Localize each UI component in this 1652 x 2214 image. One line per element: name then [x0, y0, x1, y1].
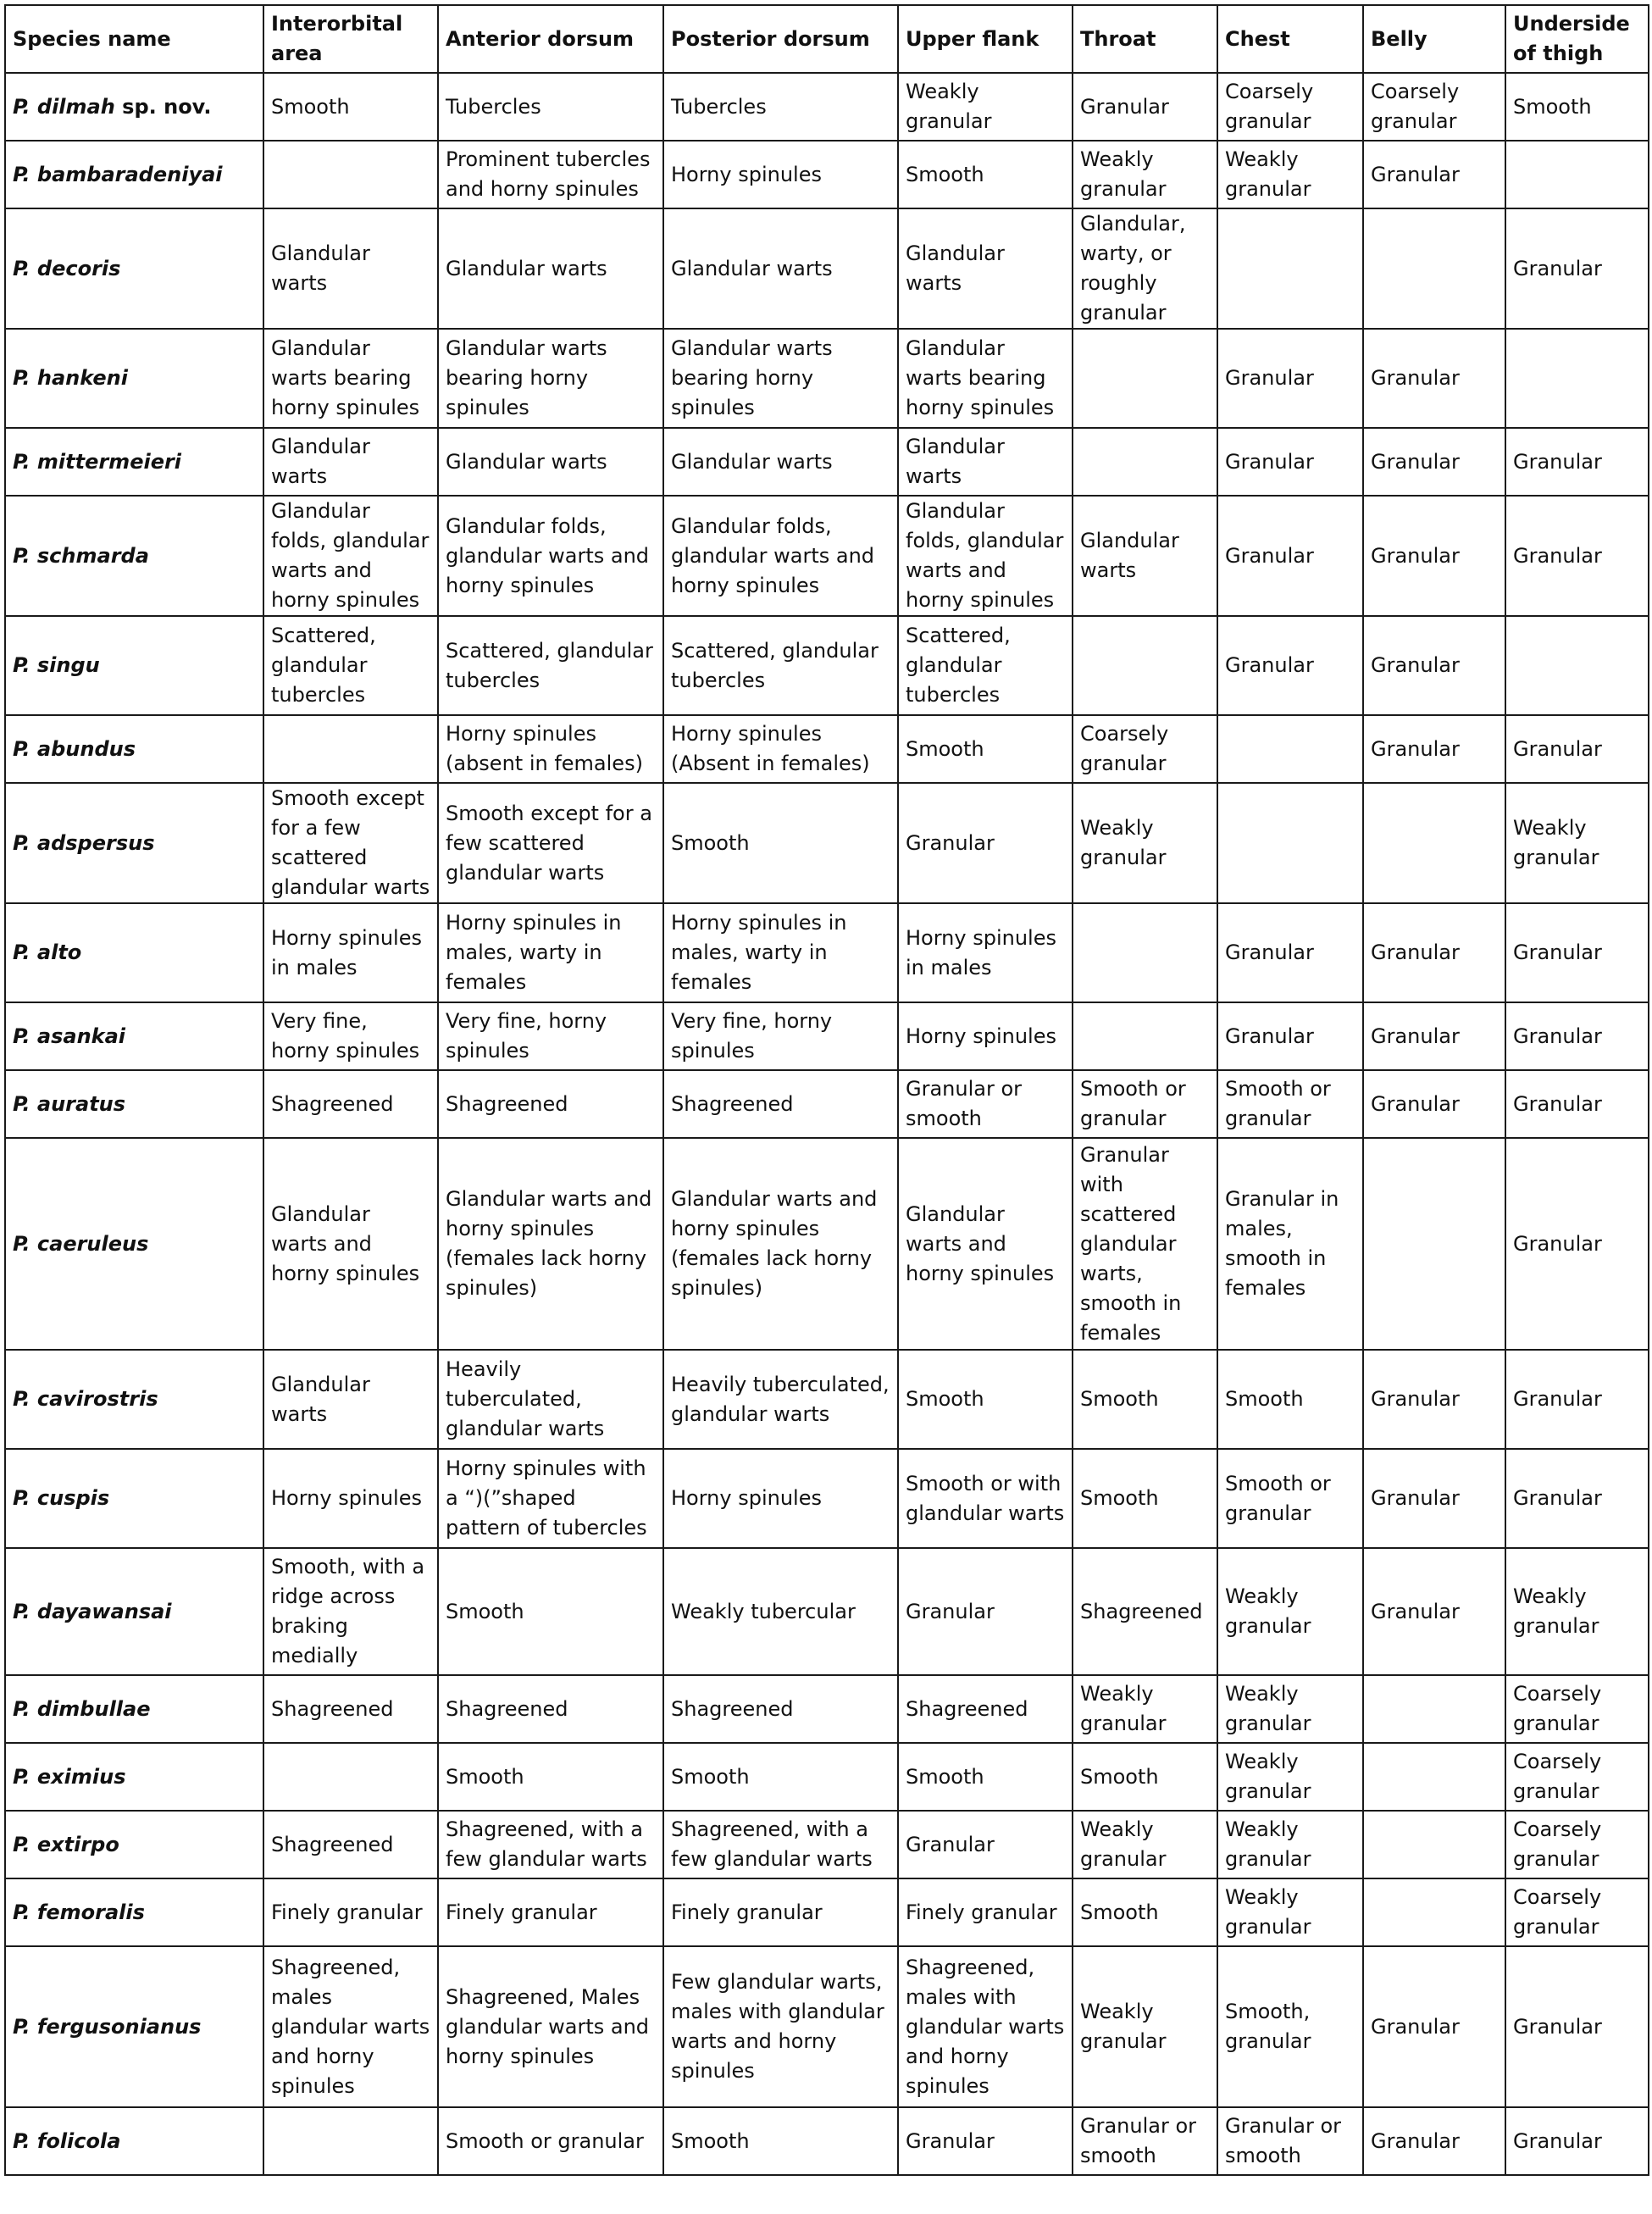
upper-flank-cell: Shagreened, males with glandular warts and horny spinules	[898, 1946, 1073, 2107]
header-upper-flank: Upper flank	[898, 5, 1073, 73]
anterior-dorsum-cell: Glandular folds, glandular warts and horny spinules	[438, 496, 663, 616]
chest-cell: Weakly granular	[1217, 1811, 1363, 1878]
anterior-dorsum-cell: Heavily tuberculated, glandular warts	[438, 1350, 663, 1449]
table-row	[5, 783, 1649, 903]
chest-cell: Smooth, granular	[1217, 1946, 1363, 2107]
genus-abbrev: P.	[13, 162, 30, 186]
interorbital-cell: Glandular warts	[263, 428, 438, 496]
species-epithet: extirpo	[36, 1832, 119, 1856]
chest-cell: Granular in males, smooth in females	[1217, 1138, 1363, 1350]
species-epithet: cuspis	[36, 1486, 110, 1510]
species-name-cell	[5, 783, 263, 903]
throat-cell: Coarsely granular	[1073, 715, 1217, 783]
throat-cell: Smooth	[1073, 1350, 1217, 1449]
species-name-cell	[5, 1070, 263, 1138]
belly-cell: Granular	[1363, 1449, 1505, 1548]
upper-flank-cell: Finely granular	[898, 1878, 1073, 1946]
underside-thigh-cell: Granular	[1505, 2107, 1649, 2175]
genus-abbrev: P.	[13, 736, 30, 761]
chest-cell: Weakly granular	[1217, 141, 1363, 208]
posterior-dorsum-cell: Glandular warts bearing horny spinules	[663, 329, 898, 428]
underside-thigh-cell: Granular	[1505, 1350, 1649, 1449]
species-name-cell	[5, 1449, 263, 1548]
species-name-cell	[5, 329, 263, 428]
header-chest: Chest	[1217, 5, 1363, 73]
anterior-dorsum-cell: Horny spinules with a “)(”shaped pattern of tubercles	[438, 1449, 663, 1548]
belly-cell	[1363, 1811, 1505, 1878]
species-epithet: bambaradeniyai	[36, 162, 223, 186]
genus-abbrev: P.	[13, 830, 30, 855]
underside-thigh-cell: Granular	[1505, 1138, 1649, 1350]
chest-cell: Granular	[1217, 1002, 1363, 1070]
anterior-dorsum-cell: Smooth	[438, 1743, 663, 1811]
interorbital-cell: Smooth	[263, 73, 438, 141]
upper-flank-cell: Glandular warts	[898, 428, 1073, 496]
throat-cell: Weakly granular	[1073, 1946, 1217, 2107]
belly-cell: Granular	[1363, 616, 1505, 715]
species-epithet: caeruleus	[36, 1231, 149, 1256]
table-row	[5, 903, 1649, 1002]
interorbital-cell: Glandular warts	[263, 1350, 438, 1449]
table-row	[5, 715, 1649, 783]
species-name-cell	[5, 616, 263, 715]
species-epithet: eximius	[36, 1764, 126, 1789]
anterior-dorsum-cell: Horny spinules in males, warty in females	[438, 903, 663, 1002]
species-epithet: dimbullae	[36, 1696, 151, 1721]
belly-cell: Granular	[1363, 903, 1505, 1002]
header-throat: Throat	[1073, 5, 1217, 73]
interorbital-cell: Glandular folds, glandular warts and horny spinules	[263, 496, 438, 616]
species-name-cell	[5, 1675, 263, 1743]
header-belly: Belly	[1363, 5, 1505, 73]
chest-cell: Smooth or granular	[1217, 1449, 1363, 1548]
posterior-dorsum-cell: Glandular folds, glandular warts and horny spinules	[663, 496, 898, 616]
upper-flank-cell: Smooth	[898, 1743, 1073, 1811]
species-epithet: cavirostris	[36, 1387, 158, 1411]
upper-flank-cell: Granular	[898, 783, 1073, 903]
throat-cell: Smooth or granular	[1073, 1070, 1217, 1138]
underside-thigh-cell	[1505, 616, 1649, 715]
chest-cell: Smooth or granular	[1217, 1070, 1363, 1138]
upper-flank-cell: Scattered, glandular tubercles	[898, 616, 1073, 715]
throat-cell: Weakly granular	[1073, 783, 1217, 903]
underside-thigh-cell: Coarsely granular	[1505, 1878, 1649, 1946]
anterior-dorsum-cell: Smooth	[438, 1548, 663, 1675]
table-row	[5, 1138, 1649, 1350]
upper-flank-cell: Granular	[898, 1811, 1073, 1878]
species-name-cell	[5, 715, 263, 783]
posterior-dorsum-cell: Scattered, glandular tubercles	[663, 616, 898, 715]
chest-cell: Granular	[1217, 428, 1363, 496]
species-name-cell	[5, 73, 263, 141]
interorbital-cell	[263, 1743, 438, 1811]
table-row	[5, 496, 1649, 616]
throat-cell: Weakly granular	[1073, 141, 1217, 208]
header-anterior-dorsum: Anterior dorsum	[438, 5, 663, 73]
upper-flank-cell: Granular	[898, 1548, 1073, 1675]
anterior-dorsum-cell: Smooth or granular	[438, 2107, 663, 2175]
belly-cell	[1363, 1743, 1505, 1811]
upper-flank-cell: Shagreened	[898, 1675, 1073, 1743]
underside-thigh-cell: Granular	[1505, 715, 1649, 783]
species-name-cell	[5, 141, 263, 208]
underside-thigh-cell: Granular	[1505, 496, 1649, 616]
interorbital-cell: Glandular warts and horny spinules	[263, 1138, 438, 1350]
underside-thigh-cell: Granular	[1505, 1070, 1649, 1138]
interorbital-cell: Horny spinules	[263, 1449, 438, 1548]
belly-cell: Granular	[1363, 141, 1505, 208]
chest-cell	[1217, 208, 1363, 329]
chest-cell: Coarsely granular	[1217, 73, 1363, 141]
anterior-dorsum-cell: Scattered, glandular tubercles	[438, 616, 663, 715]
species-suffix: sp. nov.	[114, 94, 212, 119]
table-row	[5, 73, 1649, 141]
belly-cell: Granular	[1363, 1070, 1505, 1138]
underside-thigh-cell: Coarsely granular	[1505, 1743, 1649, 1811]
species-name-cell	[5, 428, 263, 496]
genus-abbrev: P.	[13, 1024, 30, 1048]
throat-cell	[1073, 616, 1217, 715]
genus-abbrev: P.	[13, 1231, 30, 1256]
interorbital-cell: Smooth, with a ridge across braking medially	[263, 1548, 438, 1675]
species-name-cell	[5, 1548, 263, 1675]
genus-abbrev: P.	[13, 1486, 30, 1510]
species-comparison-table	[4, 4, 1649, 2176]
chest-cell: Weakly granular	[1217, 1878, 1363, 1946]
header-species-name: Species name	[5, 5, 263, 73]
genus-abbrev: P.	[13, 1599, 30, 1623]
belly-cell: Coarsely granular	[1363, 73, 1505, 141]
chest-cell: Granular	[1217, 329, 1363, 428]
genus-abbrev: P.	[13, 1696, 30, 1721]
anterior-dorsum-cell: Glandular warts	[438, 428, 663, 496]
upper-flank-cell: Glandular warts	[898, 208, 1073, 329]
table-body	[5, 73, 1649, 2175]
species-epithet: folicola	[36, 2128, 121, 2153]
posterior-dorsum-cell: Shagreened	[663, 1070, 898, 1138]
underside-thigh-cell: Granular	[1505, 1002, 1649, 1070]
chest-cell: Granular or smooth	[1217, 2107, 1363, 2175]
posterior-dorsum-cell: Tubercles	[663, 73, 898, 141]
posterior-dorsum-cell: Shagreened	[663, 1675, 898, 1743]
throat-cell: Weakly granular	[1073, 1811, 1217, 1878]
upper-flank-cell: Granular or smooth	[898, 1070, 1073, 1138]
table-row	[5, 1675, 1649, 1743]
belly-cell: Granular	[1363, 329, 1505, 428]
underside-thigh-cell: Granular	[1505, 903, 1649, 1002]
anterior-dorsum-cell: Horny spinules (absent in females)	[438, 715, 663, 783]
belly-cell: Granular	[1363, 1548, 1505, 1675]
genus-abbrev: P.	[13, 1900, 30, 1924]
underside-thigh-cell	[1505, 329, 1649, 428]
species-epithet: adspersus	[36, 830, 155, 855]
interorbital-cell	[263, 2107, 438, 2175]
belly-cell: Granular	[1363, 1350, 1505, 1449]
posterior-dorsum-cell: Glandular warts	[663, 428, 898, 496]
posterior-dorsum-cell: Horny spinules (Absent in females)	[663, 715, 898, 783]
genus-abbrev: P.	[13, 653, 30, 677]
species-name-cell	[5, 903, 263, 1002]
belly-cell	[1363, 208, 1505, 329]
throat-cell: Shagreened	[1073, 1548, 1217, 1675]
genus-abbrev: P.	[13, 1764, 30, 1789]
belly-cell: Granular	[1363, 1002, 1505, 1070]
species-name-cell	[5, 1811, 263, 1878]
belly-cell: Granular	[1363, 2107, 1505, 2175]
species-epithet: femoralis	[36, 1900, 145, 1924]
belly-cell: Granular	[1363, 1946, 1505, 2107]
anterior-dorsum-cell: Shagreened, Males glandular warts and horny spinules	[438, 1946, 663, 2107]
underside-thigh-cell: Coarsely granular	[1505, 1811, 1649, 1878]
table-row	[5, 616, 1649, 715]
species-epithet: singu	[36, 653, 100, 677]
anterior-dorsum-cell: Tubercles	[438, 73, 663, 141]
upper-flank-cell: Weakly granular	[898, 73, 1073, 141]
genus-abbrev: P.	[13, 1387, 30, 1411]
anterior-dorsum-cell: Very fine, horny spinules	[438, 1002, 663, 1070]
throat-cell	[1073, 329, 1217, 428]
interorbital-cell: Finely granular	[263, 1878, 438, 1946]
interorbital-cell: Shagreened	[263, 1811, 438, 1878]
posterior-dorsum-cell: Smooth	[663, 2107, 898, 2175]
header-underside-of-thigh: Underside of thigh	[1505, 5, 1649, 73]
table-row	[5, 1878, 1649, 1946]
belly-cell	[1363, 1138, 1505, 1350]
table-row	[5, 208, 1649, 329]
header-row	[5, 5, 1649, 73]
interorbital-cell: Very fine, horny spinules	[263, 1002, 438, 1070]
posterior-dorsum-cell: Glandular warts	[663, 208, 898, 329]
table-row	[5, 1743, 1649, 1811]
anterior-dorsum-cell: Glandular warts and horny spinules (females lack horny spinules)	[438, 1138, 663, 1350]
anterior-dorsum-cell: Glandular warts bearing horny spinules	[438, 329, 663, 428]
genus-abbrev: P.	[13, 1091, 30, 1116]
posterior-dorsum-cell: Horny spinules	[663, 141, 898, 208]
throat-cell: Granular with scattered glandular warts, smooth in females	[1073, 1138, 1217, 1350]
upper-flank-cell: Granular	[898, 2107, 1073, 2175]
chest-cell	[1217, 715, 1363, 783]
posterior-dorsum-cell: Glandular warts and horny spinules (females lack horny spinules)	[663, 1138, 898, 1350]
anterior-dorsum-cell: Shagreened	[438, 1675, 663, 1743]
underside-thigh-cell: Granular	[1505, 208, 1649, 329]
throat-cell: Glandular, warty, or roughly granular	[1073, 208, 1217, 329]
species-name-cell	[5, 496, 263, 616]
genus-abbrev: P.	[13, 941, 30, 964]
upper-flank-cell: Smooth	[898, 1350, 1073, 1449]
upper-flank-cell: Smooth	[898, 141, 1073, 208]
genus-abbrev: P.	[13, 449, 30, 474]
throat-cell: Smooth	[1073, 1743, 1217, 1811]
upper-flank-cell: Horny spinules in males	[898, 903, 1073, 1002]
throat-cell: Granular	[1073, 73, 1217, 141]
interorbital-cell	[263, 715, 438, 783]
throat-cell	[1073, 903, 1217, 1002]
interorbital-cell: Scattered, glandular tubercles	[263, 616, 438, 715]
upper-flank-cell: Horny spinules	[898, 1002, 1073, 1070]
species-epithet: hankeni	[36, 366, 128, 390]
chest-cell: Weakly granular	[1217, 1548, 1363, 1675]
posterior-dorsum-cell: Weakly tubercular	[663, 1548, 898, 1675]
underside-thigh-cell: Granular	[1505, 1449, 1649, 1548]
upper-flank-cell: Smooth	[898, 715, 1073, 783]
posterior-dorsum-cell: Horny spinules	[663, 1449, 898, 1548]
species-epithet: auratus	[36, 1091, 126, 1116]
genus-abbrev: P.	[13, 94, 30, 119]
throat-cell: Weakly granular	[1073, 1675, 1217, 1743]
species-name-cell	[5, 1743, 263, 1811]
upper-flank-cell: Glandular warts bearing horny spinules	[898, 329, 1073, 428]
underside-thigh-cell: Granular	[1505, 428, 1649, 496]
interorbital-cell: Shagreened	[263, 1675, 438, 1743]
interorbital-cell: Smooth except for a few scattered glandular warts	[263, 783, 438, 903]
throat-cell	[1073, 428, 1217, 496]
species-epithet: fergusonianus	[36, 2014, 202, 2039]
species-name-cell	[5, 1878, 263, 1946]
species-epithet: alto	[36, 941, 82, 964]
interorbital-cell: Shagreened, males glandular warts and horny spinules	[263, 1946, 438, 2107]
posterior-dorsum-cell: Few glandular warts, males with glandular warts and horny spinules	[663, 1946, 898, 2107]
interorbital-cell: Horny spinules in males	[263, 903, 438, 1002]
genus-abbrev: P.	[13, 543, 30, 568]
species-epithet: schmarda	[36, 543, 149, 568]
species-name-cell	[5, 1350, 263, 1449]
interorbital-cell: Glandular warts	[263, 208, 438, 329]
anterior-dorsum-cell: Smooth except for a few scattered glandular warts	[438, 783, 663, 903]
posterior-dorsum-cell: Smooth	[663, 783, 898, 903]
chest-cell: Weakly granular	[1217, 1675, 1363, 1743]
species-epithet: mittermeieri	[36, 449, 182, 474]
belly-cell: Granular	[1363, 715, 1505, 783]
throat-cell: Smooth	[1073, 1878, 1217, 1946]
chest-cell: Smooth	[1217, 1350, 1363, 1449]
chest-cell: Granular	[1217, 496, 1363, 616]
belly-cell	[1363, 1675, 1505, 1743]
species-name-cell	[5, 1946, 263, 2107]
table-row	[5, 1548, 1649, 1675]
genus-abbrev: P.	[13, 2128, 30, 2153]
species-epithet: decoris	[36, 256, 121, 280]
genus-abbrev: P.	[13, 2014, 30, 2039]
underside-thigh-cell: Weakly granular	[1505, 1548, 1649, 1675]
species-epithet: dilmah	[36, 94, 115, 119]
belly-cell	[1363, 783, 1505, 903]
throat-cell: Granular or smooth	[1073, 2107, 1217, 2175]
underside-thigh-cell	[1505, 141, 1649, 208]
species-epithet: abundus	[36, 736, 136, 761]
underside-thigh-cell: Coarsely granular	[1505, 1675, 1649, 1743]
anterior-dorsum-cell: Glandular warts	[438, 208, 663, 329]
species-name-cell	[5, 1002, 263, 1070]
anterior-dorsum-cell: Finely granular	[438, 1878, 663, 1946]
upper-flank-cell: Glandular folds, glandular warts and horny spinules	[898, 496, 1073, 616]
chest-cell	[1217, 783, 1363, 903]
anterior-dorsum-cell: Prominent tubercles and horny spinules	[438, 141, 663, 208]
species-epithet: dayawansai	[36, 1599, 172, 1623]
interorbital-cell: Shagreened	[263, 1070, 438, 1138]
anterior-dorsum-cell: Shagreened	[438, 1070, 663, 1138]
table-row	[5, 329, 1649, 428]
table-row	[5, 141, 1649, 208]
upper-flank-cell: Smooth or with glandular warts	[898, 1449, 1073, 1548]
posterior-dorsum-cell: Horny spinules in males, warty in females	[663, 903, 898, 1002]
underside-thigh-cell: Weakly granular	[1505, 783, 1649, 903]
interorbital-cell: Glandular warts bearing horny spinules	[263, 329, 438, 428]
interorbital-cell	[263, 141, 438, 208]
table-row	[5, 1070, 1649, 1138]
header-interorbital-area: Interorbital area	[263, 5, 438, 73]
posterior-dorsum-cell: Heavily tuberculated, glandular warts	[663, 1350, 898, 1449]
throat-cell	[1073, 1002, 1217, 1070]
belly-cell: Granular	[1363, 428, 1505, 496]
posterior-dorsum-cell: Smooth	[663, 1743, 898, 1811]
table-row	[5, 1350, 1649, 1449]
genus-abbrev: P.	[13, 366, 30, 390]
table-row	[5, 1946, 1649, 2107]
underside-thigh-cell: Smooth	[1505, 73, 1649, 141]
table-row	[5, 1449, 1649, 1548]
header-posterior-dorsum: Posterior dorsum	[663, 5, 898, 73]
table-row	[5, 2107, 1649, 2175]
table-row	[5, 428, 1649, 496]
posterior-dorsum-cell: Very fine, horny spinules	[663, 1002, 898, 1070]
genus-abbrev: P.	[13, 1832, 30, 1856]
anterior-dorsum-cell: Shagreened, with a few glandular warts	[438, 1811, 663, 1878]
genus-abbrev: P.	[13, 256, 30, 280]
posterior-dorsum-cell: Shagreened, with a few glandular warts	[663, 1811, 898, 1878]
chest-cell: Weakly granular	[1217, 1743, 1363, 1811]
belly-cell: Granular	[1363, 496, 1505, 616]
underside-thigh-cell: Granular	[1505, 1946, 1649, 2107]
throat-cell: Glandular warts	[1073, 496, 1217, 616]
species-epithet: asankai	[36, 1024, 126, 1048]
chest-cell: Granular	[1217, 903, 1363, 1002]
species-name-cell	[5, 208, 263, 329]
throat-cell: Smooth	[1073, 1449, 1217, 1548]
table-row	[5, 1811, 1649, 1878]
species-name-cell	[5, 1138, 263, 1350]
chest-cell: Granular	[1217, 616, 1363, 715]
belly-cell	[1363, 1878, 1505, 1946]
table-row	[5, 1002, 1649, 1070]
posterior-dorsum-cell: Finely granular	[663, 1878, 898, 1946]
species-name-cell	[5, 2107, 263, 2175]
upper-flank-cell: Glandular warts and horny spinules	[898, 1138, 1073, 1350]
